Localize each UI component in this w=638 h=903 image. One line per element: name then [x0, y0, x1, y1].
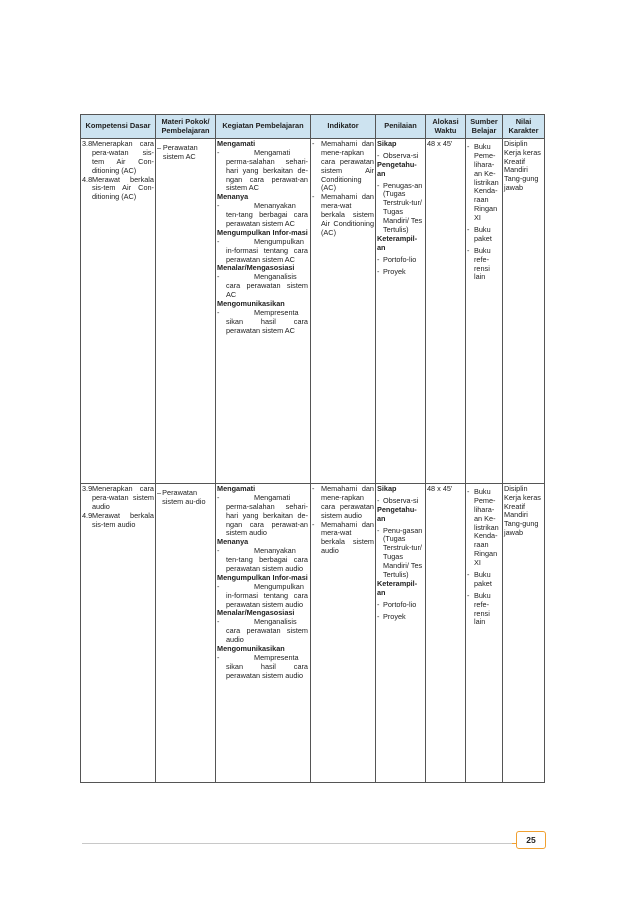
- page-number: 25: [516, 831, 546, 849]
- sumber-item: Buku Peme-lihara-an Ke-listrikan Kenda-raan Ringan XI: [474, 142, 499, 223]
- kegiatan-text: Menganalisis cara perawatan sistem AC: [226, 272, 308, 300]
- indikator-cell: - Memahami dan mene-rapkan cara perawatan sistem audio - Memahami dan mera-wat berkala sistem audio: [311, 484, 376, 783]
- penilaian-heading: Sikap: [377, 484, 397, 493]
- header-penilaian: Penilaian: [376, 115, 426, 139]
- kegiatan-text: Menanyakan ten-tang berbagai cara perawatan sistem audio: [226, 546, 308, 574]
- kegiatan-heading: Menalar/Mengasosiasi: [217, 263, 295, 273]
- indikator-text: Memahami dan mene-rapkan cara perawatan sistem audio: [321, 484, 374, 520]
- alokasi-text: 48 x 45': [427, 484, 453, 493]
- kd-text: Menerapkan cara pera-watan sistem audio: [92, 484, 154, 511]
- kegiatan-heading: Mengamati: [217, 484, 256, 493]
- nilai-item: Kreatif: [504, 501, 526, 511]
- kegiatan-text: Mengamati perma-salahan sehari-hari yang berkaitan de-ngan cara perawat-an sistem audio: [226, 492, 308, 538]
- kegiatan-heading: Menanya: [217, 537, 249, 547]
- penilaian-item: Penugas-an (Tugas Terstruk-tur/ Tugas Mandiri/ Tes Tertulis): [383, 180, 423, 235]
- spacer-row: [81, 473, 545, 484]
- penilaian-heading: Keterampil-an: [377, 233, 418, 252]
- kegiatan-heading: Mengumpulkan Infor-masi: [217, 227, 308, 237]
- indikator-text: Memahami dan mera-wat berkala sistem Air Conditioning (AC): [321, 192, 374, 237]
- kd-cell: [81, 484, 156, 783]
- nilai-cell: [503, 484, 545, 783]
- kegiatan-text: Mempresenta sikan hasil cara perawatan sistem AC: [226, 307, 308, 335]
- kd-number: 3.9: [82, 484, 93, 493]
- penilaian-item: Penu-gasan (Tugas Terstruk-tur/ Tugas Mandiri/ Tes Tertulis): [383, 525, 423, 580]
- penilaian-heading: Pengetahu-an: [377, 504, 417, 523]
- nilai-item: Disiplin: [504, 484, 528, 493]
- kegiatan-heading: Menalar/Mengasosiasi: [217, 608, 295, 618]
- kd-number: 4.9: [82, 510, 93, 520]
- kegiatan-text: Mengumpulkan in-formasi tentang cara perawatan sistem AC: [226, 236, 308, 264]
- kegiatan-heading: Mengomunikasikan: [217, 644, 285, 654]
- nilai-cell: [503, 139, 545, 474]
- kd-text: Merawat berkala sis-tem audio: [92, 510, 154, 529]
- penilaian-heading: Keterampil-an: [377, 578, 418, 597]
- kegiatan-heading: Menanya: [217, 192, 249, 202]
- header-indikator: Indikator: [311, 115, 376, 139]
- kegiatan-text: Mempresenta sikan hasil cara perawatan sistem audio: [226, 652, 308, 680]
- penilaian-item: Portofo-lio: [383, 599, 417, 609]
- penilaian-heading: Pengetahu-an: [377, 159, 417, 178]
- penilaian-heading: Sikap: [377, 139, 397, 148]
- penilaian-cell: Sikap - Observa-si Pengetahu-an - Penugas-an (Tugas Terstruk-tur/ Tugas Mandiri/ Tes Tertulis) Keterampil-an - Portofo-lio - Proyek: [376, 139, 426, 474]
- footer-divider: [82, 843, 512, 844]
- nilai-item: Kerja keras: [504, 492, 541, 502]
- header-nilai: Nilai Karakter: [503, 115, 545, 139]
- kd-text: Merawat berkala sis-tem Air Con-ditioning (AC): [92, 174, 154, 202]
- table-row: [81, 139, 545, 474]
- indikator-text: Memahami dan mene-rapkan cara perawatan sistem Air Conditioning (AC): [321, 139, 374, 193]
- materi-cell: – Perawatan sistem AC: [156, 139, 216, 474]
- header-sumber: Sumber Belajar: [466, 115, 503, 139]
- penilaian-item: Observa-si: [383, 495, 419, 505]
- header-kompetensi: Kompetensi Dasar: [81, 115, 156, 139]
- kd-cell: [81, 139, 156, 474]
- nilai-item: Disiplin: [504, 139, 528, 148]
- materi-cell: – Perawatan sistem au-dio: [156, 484, 216, 783]
- sumber-item: Buku paket: [474, 225, 492, 243]
- nilai-item: Mandiri: [504, 510, 528, 520]
- nilai-item: Tang-gung jawab: [504, 174, 539, 192]
- materi-text: Perawatan sistem au-dio: [162, 488, 206, 506]
- nilai-item: Kreatif: [504, 156, 526, 166]
- indikator-text: Memahami dan mera-wat berkala sistem audio: [321, 519, 374, 556]
- kegiatan-text: Mengamati perma-salahan sehari-hari yang berkaitan de-ngan cara perawat-an sistem AC: [226, 147, 308, 193]
- kd-text: Menerapkan cara pera-watan sis-tem Air Con-ditioning (AC): [92, 139, 154, 175]
- nilai-item: Tang-gung jawab: [504, 519, 539, 537]
- kegiatan-cell: Mengamati - Mengamati perma-salahan sehari-hari yang berkaitan de-ngan cara perawat-an sistem AC Menanya - Menanyakan ten-tang berbagai cara perawatan sistem AC Mengumpulkan Infor-masi - Mengumpulkan in-formasi tentang cara perawatan sistem AC Menalar/Mengasosiasi - Menganalisis cara perawatan sistem AC Mengomunikasikan - Mempresenta sikan hasil cara perawatan sistem AC: [216, 139, 311, 474]
- penilaian-item: Proyek: [383, 266, 406, 276]
- kegiatan-text: Menanyakan ten-tang berbagai cara perawatan sistem AC: [226, 201, 308, 229]
- penilaian-cell: Sikap - Observa-si Pengetahu-an - Penu-gasan (Tugas Terstruk-tur/ Tugas Mandiri/ Tes Tertulis) Keterampil-an - Portofo-lio - Proyek: [376, 484, 426, 783]
- penilaian-item: Observa-si: [383, 150, 419, 160]
- kegiatan-heading: Mengamati: [217, 139, 256, 148]
- sumber-item: Buku refe-rensi lain: [474, 590, 491, 627]
- sumber-item: Buku paket: [474, 570, 492, 588]
- kd-number: 3.8: [82, 139, 93, 148]
- kegiatan-heading: Mengumpulkan Infor-masi: [217, 572, 308, 582]
- header-kegiatan: Kegiatan Pembelajaran: [216, 115, 311, 139]
- table-header-row: [81, 115, 545, 139]
- sumber-item: Buku Peme-lihara-an Ke-listrikan Kenda-raan Ringan XI: [474, 487, 499, 568]
- penilaian-item: Proyek: [383, 611, 406, 621]
- header-alokasi: Alokasi Waktu: [426, 115, 466, 139]
- alokasi-cell: [426, 484, 466, 783]
- penilaian-item: Portofo-lio: [383, 254, 417, 264]
- sumber-cell: - Buku Peme-lihara-an Ke-listrikan Kenda-raan Ringan XI - Buku paket - Buku refe-rensi lain: [466, 139, 503, 474]
- kd-number: 4.8: [82, 174, 93, 184]
- nilai-item: Mandiri: [504, 165, 528, 175]
- nilai-item: Kerja keras: [504, 147, 541, 157]
- table-row: [81, 484, 545, 783]
- indikator-cell: - Memahami dan mene-rapkan cara perawatan sistem Air Conditioning (AC) - Memahami dan mera-wat berkala sistem Air Conditioning (AC): [311, 139, 376, 474]
- sumber-cell: - Buku Peme-lihara-an Ke-listrikan Kenda-raan Ringan XI - Buku paket - Buku refe-rensi lain: [466, 484, 503, 783]
- kegiatan-cell: Mengamati - Mengamati perma-salahan sehari-hari yang berkaitan de-ngan cara perawat-an sistem audio Menanya - Menanyakan ten-tang berbagai cara perawatan sistem audio Mengumpulkan Infor-masi - Mengumpulkan in-formasi tentang cara perawatan sistem audio Menalar/Mengasosiasi - Menganalisis cara perawatan sistem audio Mengomunikasikan - Mempresenta sikan hasil cara perawatan sistem audio: [216, 484, 311, 783]
- alokasi-text: 48 x 45': [427, 139, 453, 148]
- kegiatan-text: Mengumpulkan in-formasi tentang cara perawatan sistem audio: [226, 581, 308, 609]
- materi-text: Perawatan sistem AC: [162, 143, 198, 161]
- kegiatan-heading: Mengomunikasikan: [217, 299, 285, 309]
- kegiatan-text: Menganalisis cara perawatan sistem audio: [226, 617, 308, 645]
- header-materi: Materi Pokok/ Pembelajaran: [156, 115, 216, 139]
- sumber-item: Buku refe-rensi lain: [474, 245, 491, 282]
- alokasi-cell: [426, 139, 466, 474]
- syllabus-table: [80, 114, 545, 783]
